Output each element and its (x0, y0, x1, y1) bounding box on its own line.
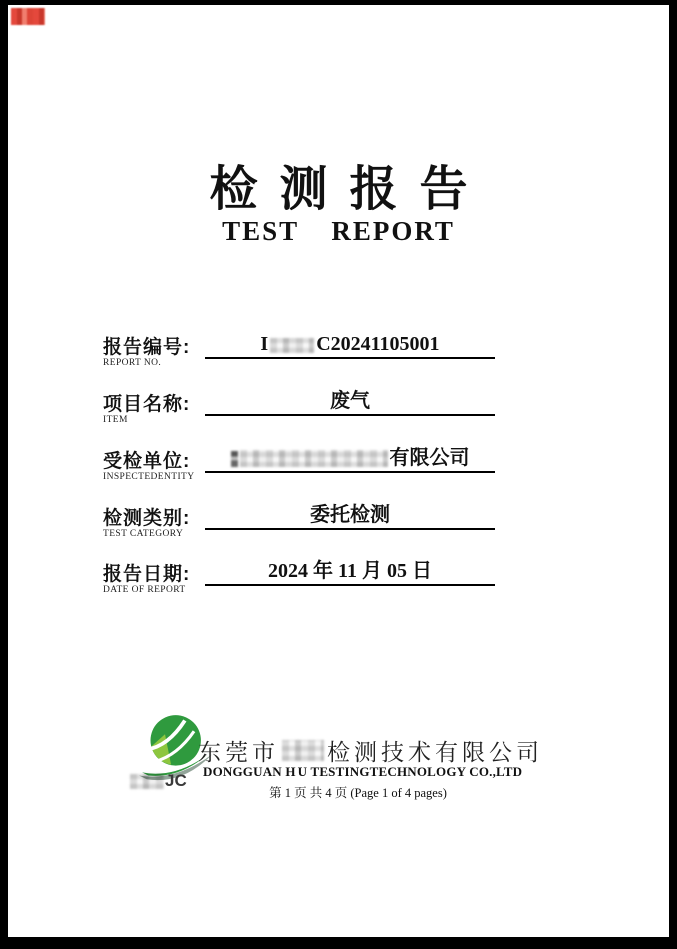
company-cn-suffix: 检测技术有限公司 (327, 738, 543, 765)
field-label-en: REPORT NO. (103, 358, 162, 368)
company-name-cn (198, 735, 543, 765)
field-label: 受检单位: (103, 451, 191, 472)
redacted-company-name (240, 450, 388, 467)
report-no-visible: C20241105001 (316, 333, 440, 355)
field-label: 报告日期: (103, 564, 191, 585)
company-cn-prefix: 东莞市 (198, 738, 279, 765)
field-underline (205, 471, 495, 473)
field-item (8, 387, 669, 447)
redacted-company-cn-part (282, 740, 324, 761)
field-underline (205, 584, 495, 586)
field-label-en: ITEM (103, 415, 128, 425)
company-en-suffix: U TESTINGTECHNOLOGY CO.,LTD (297, 763, 523, 779)
field-report-no (8, 330, 669, 390)
field-date-of-report (8, 557, 669, 617)
logo-letters (130, 772, 187, 790)
field-value: 2024 年 11 月 05 日 (268, 560, 432, 582)
field-underline (205, 357, 495, 359)
field-test-category (8, 501, 669, 561)
pagination: 第 1 页 共 4 页 (Page 1 of 4 pages) (269, 786, 447, 800)
logo-letters-visible: JC (165, 771, 187, 790)
field-label-en: TEST CATEGORY (103, 529, 184, 539)
redacted-report-no-part (270, 338, 314, 353)
report-no-prefix: I (260, 333, 269, 355)
field-value: 废气 (330, 390, 370, 412)
field-label: 项目名称: (103, 394, 191, 415)
company-name-en (203, 763, 523, 779)
field-label-en: DATE OF REPORT (103, 585, 186, 595)
field-label: 报告编号: (103, 337, 191, 358)
page-title: 检测报告 (209, 163, 490, 216)
entity-suffix: 有限公司 (389, 447, 470, 469)
field-inspected-entity (8, 444, 669, 504)
field-underline (205, 414, 495, 416)
redacted-partial-char (231, 451, 238, 467)
field-underline (205, 528, 495, 530)
redacted-logo-letters (130, 774, 164, 789)
redacted-red-stamp (11, 8, 45, 25)
page-title-en: TEST REPORT (222, 216, 455, 246)
field-label: 检测类别: (103, 508, 191, 529)
company-en-prefix: DONGGUAN H (203, 763, 296, 779)
field-label-en: INSPECTEDENTITY (103, 472, 195, 482)
field-value (205, 331, 495, 357)
field-value (205, 445, 495, 471)
field-value: 委托检测 (310, 504, 390, 526)
